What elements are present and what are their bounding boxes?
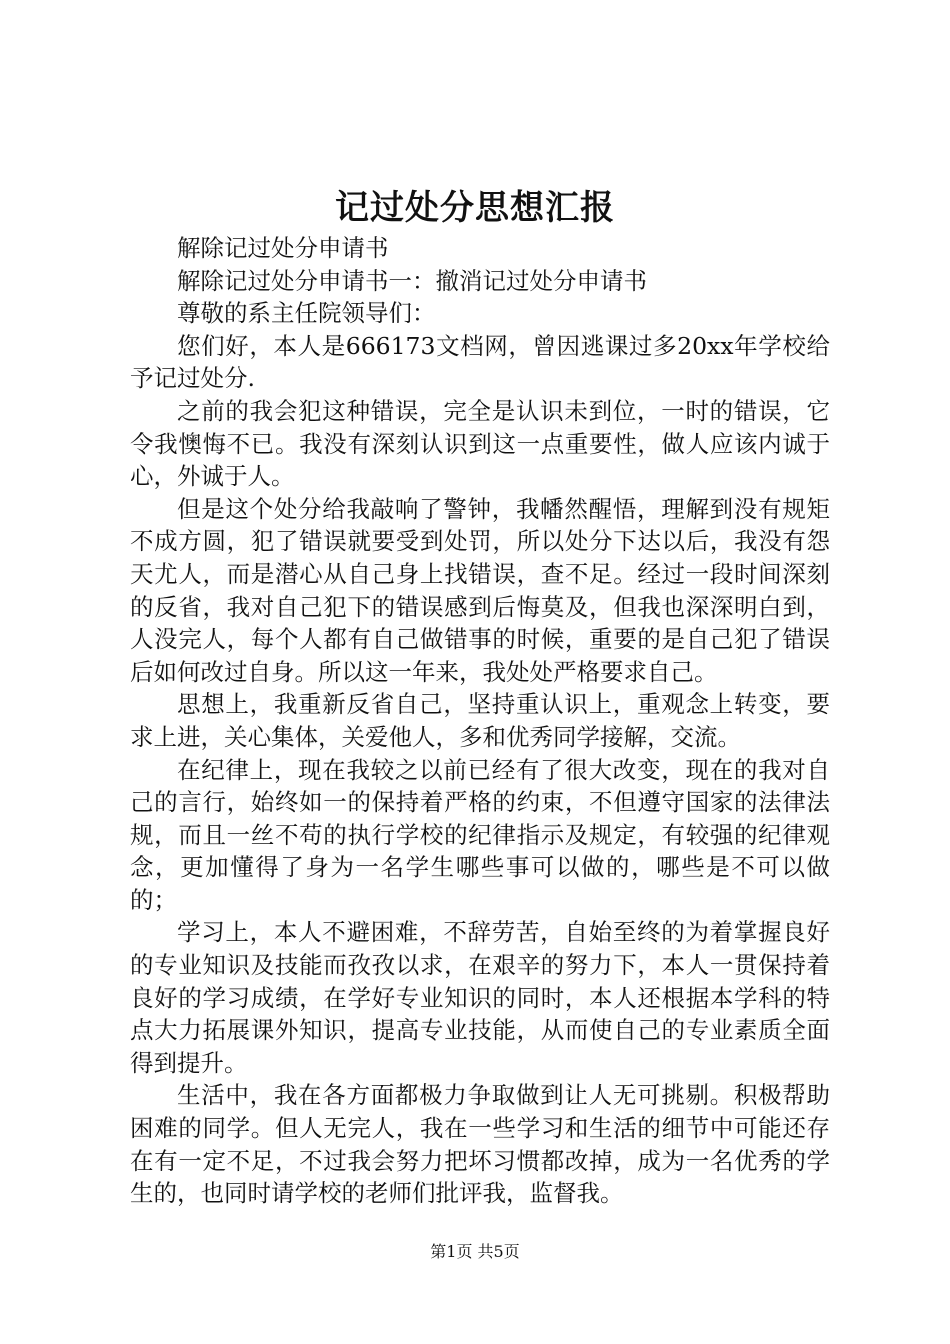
paragraph: 思想上，我重新反省自己，坚持重认识上，重观念上转变，要求上进，关心集体，关爱他人，多和优秀同学接解，交流。 — [130, 690, 830, 751]
paragraph: 生活中，我在各方面都极力争取做到让人无可挑剔。积极帮助困难的同学。但人无完人，我在一些学习和生活的细节中可能还存在有一定不足，不过我会努力把坏习惯都改掉，成为一名优秀的学生的，也同时请学校的老师们批评我，监督我。 — [130, 1081, 830, 1208]
paragraph: 学习上，本人不避困难，不辞劳苦，自始至终的为着掌握良好的专业知识及技能而孜孜以求，在艰辛的努力下，本人一贯保持着良好的学习成绩，在学好专业知识的同时，本人还根据本学科的特点大力拓展课外知识，提高专业技能，从而使自己的专业素质全面得到提升。 — [130, 918, 830, 1077]
paragraph: 尊敬的系主任院领导们： — [177, 299, 436, 328]
paragraph: 但是这个处分给我敲响了警钟，我幡然醒悟，理解到没有规矩不成方圆，犯了错误就要受到处罚，所以处分下达以后，我没有怨天尤人，而是潜心从自己身上找错误，查不足。经过一段时间深刻的反省，我对自己犯下的错误感到后悔莫及，但我也深深明白到，人没完人，每个人都有自己做错事的时候，重要的是自己犯了错误后如何改过自身。所以这一年来，我处处严格要求自己。 — [130, 494, 830, 686]
page-number-footer: 第1页 共5页 — [430, 1242, 520, 1261]
document-title: 记过处分思想汇报 — [335, 188, 615, 228]
document-body — [130, 232, 830, 1210]
paragraph: 您们好，本人是666173文档网，曾因逃课过多20xx年学校给予记过处分. — [130, 331, 830, 393]
paragraph: 解除记过处分申请书一：撤消记过处分申请书 — [177, 266, 647, 295]
paragraph: 解除记过处分申请书 — [177, 234, 389, 262]
paragraph: 之前的我会犯这种错误，完全是认识未到位，一时的错误，它令我懊悔不已。我没有深刻认识到这一点重要性，做人应该内诚于心，外诚于人。 — [130, 396, 830, 491]
paragraph: 在纪律上，现在我较之以前已经有了很大改变，现在的我对自己的言行，始终如一的保持着严格的约束，不但遵守国家的法律法规，而且一丝不苟的执行学校的纪律指示及规定，有较强的纪律观念，更加懂得了身为一名学生哪些事可以做的，哪些是不可以做的； — [130, 755, 830, 914]
